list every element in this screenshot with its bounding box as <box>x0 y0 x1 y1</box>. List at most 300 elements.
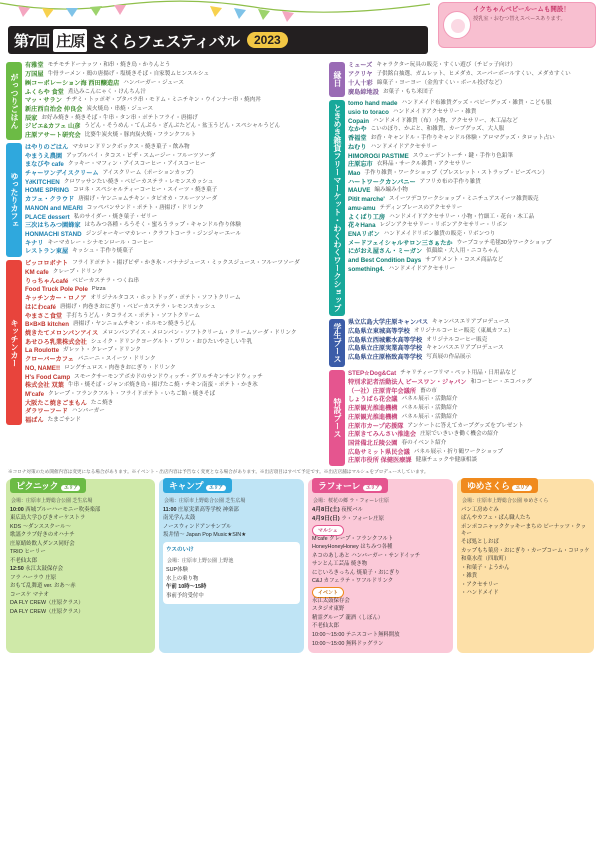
vendor-desc: パネル展示・活動紹介 <box>401 413 458 420</box>
vendor-name: STEP☆Dog&Cat <box>348 370 397 378</box>
program-item <box>461 515 590 522</box>
vendor-name: 株式会社 双葉 <box>25 382 64 390</box>
vendor-desc: スイーツデコワークショップ・ミニチュアスイーツ雑貨販売 <box>388 196 539 203</box>
vendor-row <box>25 187 324 196</box>
vendor-row <box>348 266 593 275</box>
vendor-row <box>348 178 593 187</box>
vendor-name: usio to toraco <box>348 108 389 116</box>
vendor-desc: パニーニ・スイーツ・ドリンク <box>77 356 156 363</box>
vendor-row <box>348 205 593 214</box>
vendor-name: PLACE dessert <box>25 213 70 221</box>
vendor-desc: ガレット・クレープ・ドリンク <box>63 347 141 354</box>
vendor-desc: こいのぼり、かぶと、和雑貨、カーブグッズ、大人服 <box>370 126 505 133</box>
vendor-desc: チャリティーフリマ・ペット用品・日用品など <box>400 370 517 377</box>
program-text: ・ハンドメイド <box>460 590 499 597</box>
vendor-desc: ハンドメイドアクセサリー・小物・竹細工・花台・木工品 <box>389 213 535 220</box>
vendor-name: ピッコロボナト <box>25 260 69 268</box>
vendor-name: よくばり工房 <box>348 213 386 221</box>
vendor-name: KM cafe <box>25 268 49 276</box>
vendor-row <box>348 187 593 196</box>
vendor-row <box>348 387 593 396</box>
program-item <box>312 507 449 515</box>
program-text: フラ ハーラウ 庄原 <box>10 574 57 581</box>
program-text: TRIO ヒーリー <box>10 549 46 556</box>
area-camp-name: キャンプ <box>168 480 203 491</box>
vendor-desc: ウーブコッテ毛毬30分ワークショップ <box>456 239 552 246</box>
area-yumesakura-venue: 会場：庄原市上野総合公園 ゆめさくら <box>461 497 549 504</box>
vendor-row <box>348 370 593 379</box>
vendor-name: はやりのごはん <box>25 143 69 151</box>
vendor-section <box>329 370 593 466</box>
vendor-desc: 煮込みこんにゃく・けんちん汁 <box>67 88 147 95</box>
vendor-desc: キャンパスエリアプロデュース <box>426 345 504 352</box>
program-text: ノースウィンドアンサンブル <box>162 523 232 530</box>
vendor-desc: オリジナルタコス・ホットドッグ・ポテト・ソフトクリーム <box>90 295 241 302</box>
area-laforet <box>308 479 453 653</box>
section-tab: ときめき雑貨フリーマーケット・わくわくワークショップ <box>329 100 345 316</box>
vendor-desc: コッペパンサンド・ポテト・唐揚げ・ドリンク <box>86 204 204 211</box>
section-items <box>345 370 593 466</box>
vendor-row <box>25 132 324 141</box>
vendor-row <box>348 248 593 257</box>
program-text: 夜桜バル <box>341 506 363 513</box>
vendor-name: NO, NAME!! <box>25 364 61 372</box>
vendor-name: 広島サミット県民会議 <box>348 448 410 456</box>
vendor-name: はにわcafé <box>25 303 56 311</box>
vendor-row <box>25 312 324 321</box>
vendor-desc: キッシュ・手作り焼菓子 <box>72 248 134 255</box>
program-time: 11:00 <box>162 506 178 513</box>
vendor-row <box>25 364 324 373</box>
program-text: ラ・フォーレ庄原 <box>341 515 385 522</box>
vendor-row <box>25 178 324 187</box>
vendor-name: やまうえ農園 <box>25 152 63 160</box>
vendor-desc: パネル展示・折り鶴ワークショップ <box>413 448 504 455</box>
vendor-row <box>348 336 593 345</box>
program-text: おもて乱舞道 ver. おあ～赤 <box>10 583 76 590</box>
vendor-desc: アイスクリーム（ポーションカップ） <box>102 170 197 177</box>
vendor-name: しょうばら花会議 <box>348 396 398 404</box>
area-yumesakura <box>457 479 594 653</box>
area-picnic-venue: 会場：庄原市上野総合公園 芝生広場 <box>11 497 93 504</box>
vendor-desc: モチモチドーナッツ・和串・焼き鳥・かりんとう <box>47 62 171 69</box>
vendor-desc: 手打ちうどん・タコライス・ポテト・ソフトクリーム <box>66 312 201 319</box>
program-text: ぱんやカフェ・ぱん職人たち <box>460 515 531 522</box>
program-item <box>461 548 590 555</box>
program-text: 歌謡クラブ好きのオハナチ <box>10 532 75 539</box>
vendor-desc: スモークサーモンアボカドのサンドウィッチ・グリルチキンサンドウィッチ <box>74 373 263 380</box>
vendor-name: and Best Condition Days <box>348 257 422 265</box>
area-yumesakura-header <box>461 478 538 493</box>
section-items <box>345 319 593 367</box>
vendor-row <box>348 396 593 405</box>
vendor-desc: クレープ・ドリンク <box>52 268 103 275</box>
section-tab: 縁日 <box>329 62 345 97</box>
vendor-desc: ロングチュロス・肉巻きおにぎり・ドリンク <box>64 364 176 371</box>
program-text: パン工房めぐみ <box>460 506 499 513</box>
vendor-desc: 牛骨ラーメン・鶏の唐揚げ・塩焼きそば・自家製ムヒンスルシュ <box>47 71 210 78</box>
vendor-row <box>348 405 593 414</box>
vendor-desc: パネル展示・活動紹介 <box>401 405 458 412</box>
area-yumesakura-items <box>461 507 590 598</box>
vendor-row <box>348 213 593 222</box>
vendor-desc: クッキー・マフィン・アイスコーヒー・アイスコーヒー <box>67 161 206 168</box>
vendor-name: Copain <box>348 117 369 125</box>
vendor-desc: 和コーヒー・エコバッグ <box>470 378 532 385</box>
vendor-desc: クレープ・フランクフルト・フライドポテト・いちご飴・焼きそば <box>48 390 216 397</box>
program-text: ポンポコニャッククッキーまちの ビーナッツ・クッキー <box>460 523 587 537</box>
vendor-name: 廣島綜地設 <box>348 88 379 96</box>
program-item <box>10 566 151 573</box>
vendor-desc: お好み焼き・焼きそば・牛串・タン串・ポテトフライ・唐揚げ <box>41 114 198 121</box>
vendor-row <box>25 330 324 339</box>
vendor-row <box>348 196 593 205</box>
vendor-desc: はちみつ各種・ろうそく・蜜ろうラップ・キャンドル作り体験 <box>84 222 241 229</box>
vendor-row <box>348 431 593 440</box>
vendor-row <box>348 354 593 363</box>
vendor-desc: たまごサンド <box>47 417 81 424</box>
vendor-name: キッチンカー・ロノア <box>25 295 87 303</box>
vendor-row <box>25 161 324 170</box>
program-item <box>10 515 151 522</box>
program-text: 和菓水産（四取町） <box>460 556 510 563</box>
program-item: 精霊グループ 瀧酒（しぼん） <box>311 614 384 621</box>
vendor-name: 焼きたてメロンパンアイス <box>25 329 99 337</box>
section-tab: ゆったりカフェ <box>6 143 22 256</box>
vendor-desc: ハンバーガー・ジュース <box>123 79 184 86</box>
vendor-name: 大阪たこ焼きごまもん <box>25 399 87 407</box>
vendor-row <box>348 239 593 248</box>
vendor-desc: 畜の市 <box>420 387 437 394</box>
program-item <box>10 524 151 531</box>
vendor-desc: 私のサイダー・焼き菓子・ゼリー <box>73 213 158 220</box>
vendor-name: B×B×B kitchen <box>25 321 70 329</box>
vendor-desc: ハンドメイドアクセサリー <box>388 265 456 272</box>
section-tab: がっつりごはん <box>6 62 22 140</box>
vendor-name: やまさこ食堂 <box>25 312 63 320</box>
vendor-name: 広島県立東城高等学校 <box>348 327 410 335</box>
program-text: コースケ マナオ <box>10 591 49 598</box>
vendor-row <box>348 161 593 170</box>
area-laforet-venue: 会場：桜花の郷 ラ・フォーレ庄原 <box>312 497 390 504</box>
vendor-row <box>348 126 593 135</box>
area-laforet-marche-items <box>312 536 449 586</box>
vendor-row <box>348 257 593 266</box>
vendor-name: La Roulotte <box>25 347 60 355</box>
vendor-row <box>348 100 593 109</box>
sup-item: SUP体験 <box>165 567 188 574</box>
vendor-desc: スウェーデントーチ・鍵・手作り色鉛筆 <box>412 152 514 159</box>
vendor-row <box>348 143 593 152</box>
vendor-desc: 綿菓子・ヨーヨー（金魚すくい・ボール投げなど） <box>376 79 506 86</box>
vendor-name: MANON and MEARI <box>25 204 83 212</box>
poster-header <box>0 0 600 62</box>
vendor-name: キナリ <box>25 239 44 247</box>
program-item <box>461 539 590 546</box>
vendor-row <box>25 196 324 205</box>
vendor-name: something4. <box>348 265 385 273</box>
vendor-name: ジビエ&カフェ 山彦 <box>25 123 81 131</box>
program-text: DA FLY CREW（庄原クラス） <box>10 600 84 607</box>
program-item <box>10 549 151 556</box>
program-item: 不老仙太郎 <box>311 623 339 630</box>
vendor-row <box>25 347 324 356</box>
vendor-row <box>348 109 593 118</box>
area-laforet-event-items <box>312 598 449 648</box>
program-item <box>163 515 300 522</box>
vendor-name: 庄原観光推進機構 <box>348 413 398 421</box>
vendor-desc: キーマカレー・シナモンロール・コーヒー <box>47 239 154 246</box>
program-item: 永江太鼓保存会 <box>311 597 350 604</box>
program-item <box>10 558 151 565</box>
section-items <box>22 62 324 140</box>
vendor-name: メードフェイシャルサロン三さぁたか <box>348 239 453 247</box>
vendor-name: 福ぱん <box>25 417 44 425</box>
vendor-name: ミューズ <box>348 62 373 70</box>
program-item: C&J カフェラテ・ワフルドリンク <box>311 578 394 585</box>
sup-title: ウスのいけ <box>165 547 194 554</box>
section-items <box>345 62 593 97</box>
baby-room-title: イクちゃんベビールームも開設！ <box>473 6 570 13</box>
vendor-name: Pitit marche' <box>348 196 385 204</box>
vendor-name: あせひろ乳業株式会社 <box>25 338 87 346</box>
vendor-desc: アンケートに答えてカープグッズをプレゼント <box>407 422 524 429</box>
vendor-name: りっちゃんcafé <box>25 277 69 285</box>
program-time: 10:00 <box>10 506 26 513</box>
vendor-name: 広島県立庄原格致高等学校 <box>348 354 423 362</box>
program-text: 庄原蜻蛉飲人ダンス同好会 <box>10 540 75 547</box>
vendor-name: マッ・サラン <box>25 97 62 105</box>
area-camp-label: エリア <box>206 485 226 491</box>
area-camp-header <box>163 478 232 493</box>
vendor-name: 有雅堂 <box>25 62 44 70</box>
sup-note: 事前予約受付中 <box>165 592 204 599</box>
baby-room-sub: 授乳室・おむつ替えスペースあります。 <box>473 16 566 23</box>
vendor-row <box>348 413 593 422</box>
vendor-row <box>348 152 593 161</box>
vendor-name: amu-amu <box>348 204 376 212</box>
vendor-row <box>25 277 324 286</box>
vendor-row <box>25 222 324 231</box>
vendor-desc: パネル展示・活動紹介 <box>401 396 458 403</box>
baby-room-notice <box>438 2 596 48</box>
program-item: 10:00～15:00 無料ドッグラン <box>311 640 384 647</box>
program-text: ・雑貨 <box>460 573 478 580</box>
vendor-name: 香福堂 <box>348 135 367 143</box>
area-laforet-name: ラフォーレ <box>317 480 360 491</box>
vendor-desc: お香・キャンドル・手作りキャンドル体験・アロマグッズ・タロット占い <box>370 135 555 142</box>
vendor-desc: 炭火焼鳥・串焼・ジュース <box>86 105 154 112</box>
area-picnic-label: エリア <box>61 485 81 491</box>
vendor-row <box>25 143 324 152</box>
program-item <box>10 541 151 548</box>
vendor-name: Food Truck Pole Pole <box>25 286 88 294</box>
vendor-name: チャーワンデイスクリーム <box>25 170 99 178</box>
vendor-desc: フライドポテト・揚げピザ・かき氷・バナナジュース・ミックスジュース・フルーツソーダ <box>72 260 300 267</box>
area-picnic-header <box>10 478 86 493</box>
program-text: 坂井情～ Japan Pop Music★SIN★ <box>162 532 247 539</box>
vendor-name: 花々Hana <box>348 222 376 230</box>
program-text: KDS ～ダンススクール～ <box>10 523 71 530</box>
vendor-name: Y∂KITCHEN <box>25 178 60 186</box>
vendor-row <box>25 71 324 80</box>
vendor-desc: 庄原でいきいき働く機会の紹介 <box>420 431 499 438</box>
bunting-decoration <box>0 0 430 26</box>
vendor-name: 県立広島大学庄原キャンパス <box>348 319 429 327</box>
program-text: 東広島大学ひびきオーケストラ <box>10 515 86 522</box>
title-boxed-city: 庄原 <box>53 29 87 52</box>
area-camp-items <box>163 507 300 540</box>
vendor-row <box>348 170 593 179</box>
vendor-desc: マカロンドリンクボックス・焼き菓子・飲み物 <box>72 143 190 150</box>
vendor-section <box>6 62 324 140</box>
area-picnic <box>6 479 155 653</box>
program-text: 南光学ん太鼓 <box>162 515 196 522</box>
vendor-name: 特別求記者活動法人 ピースワン・ジャパン <box>348 378 467 386</box>
vendor-desc: 手作り雑貨・ワークショップ（プレスレット・ストラップ・ビーズペン） <box>364 170 548 177</box>
vendor-row <box>25 295 324 304</box>
vendor-row <box>25 79 324 88</box>
program-item: ネコのあしあと ハンバーガー・サンドイッチ <box>311 552 421 559</box>
area-camp-venue: 会場：庄原市上野総合公園 芝生広場 <box>163 497 246 504</box>
vendor-row <box>25 356 324 365</box>
program-item <box>163 524 300 531</box>
baby-icon <box>443 11 471 39</box>
area-laforet-header <box>312 478 388 493</box>
footnote: ※コロナ対策のため開催内容は変更になる場合があります。※イベント・出店内容は予告なく変更となる場合があります。※出店項目はすべて予定です。※出店店舗はマルシェをプロデュースしています。 <box>8 468 429 474</box>
laforet-event-tag: イベント <box>312 587 344 598</box>
vendor-name: MAUVE <box>348 187 371 195</box>
vendor-desc: レジンアクセサリー・リボンアクセサリー・リボン <box>379 222 508 229</box>
vendor-name: にがおえ屋さん・ミーガン <box>348 248 423 256</box>
vendor-name: ENAリボン <box>348 231 380 239</box>
vendor-desc: 衣料品・サークル雑貨・アクセサリー <box>376 161 472 168</box>
vendor-name: なかや <box>348 126 367 134</box>
vendor-name: Mao <box>348 170 361 178</box>
program-item <box>10 583 151 590</box>
vendor-desc: オリジナルコーヒー販売（東風カフェ） <box>413 327 514 334</box>
vendor-row <box>25 391 324 400</box>
vendor-name: カフェ・クラウド <box>25 196 75 204</box>
program-item <box>461 582 590 589</box>
title-year: 2023 <box>247 32 288 48</box>
vendor-desc: 比婆牛炭火焼・豚肉炭火焼・フランクフルト <box>84 132 197 139</box>
vendor-row <box>25 260 324 269</box>
area-camp <box>159 479 304 653</box>
vendor-row <box>25 205 324 214</box>
vendor-desc: 牛串・焼そば・ジャンボ焼き鳥・揚げたこ焼・チキン南蛮・ポテト・かき氷 <box>67 382 258 389</box>
vendor-desc: 春のイベント紹介 <box>401 440 447 447</box>
vendor-desc: 子供銘白抽選、ガムレット、ヒメダカ、スーパーボールすくい、メダカすくい <box>376 71 571 78</box>
vendor-desc: クロワッサンたい焼き・ベビーカステラ・レモンスカッシュ <box>63 178 214 185</box>
vendor-row <box>25 417 324 426</box>
vendor-row <box>25 213 324 222</box>
vendor-desc: 似顔絵・大人用・ニコちゃん <box>426 248 499 255</box>
vendor-row <box>348 88 593 97</box>
vendor-name: ㈱コーポレーション海 西田醸造店 <box>25 79 120 87</box>
vendor-desc: ハンバーガー <box>71 408 105 415</box>
festival-title <box>8 26 428 54</box>
section-items <box>22 260 324 426</box>
program-text: 永江太鼓保存会 <box>25 566 64 573</box>
vendor-desc: 写真展の作品展示 <box>426 354 472 361</box>
vendor-desc: ハンドメイドリボン雑貨の販売・リボンつり <box>383 231 496 238</box>
vendor-row <box>25 97 324 106</box>
vendor-desc: 編み編み小物 <box>374 187 408 194</box>
vendor-row <box>348 440 593 449</box>
program-text: 西城ブルーハーモニー吹奏楽部 <box>25 506 101 513</box>
program-text: DA FLY CREW（庄原クラス） <box>10 608 84 615</box>
sup-venue: 会場：庄原市上野公園 上野池 <box>166 558 234 565</box>
area-yumesakura-label: エリア <box>512 485 532 491</box>
program-item: サンとん工芸品 焼き物 <box>311 561 368 568</box>
vendor-row <box>348 71 593 80</box>
vendor-name: HIMOROGI PASTIME <box>348 152 409 160</box>
vendor-name: ハートワークカンパニー <box>348 178 416 186</box>
vendor-desc: ジンジャーキーマカレー・クラフトコーラ・ジンジャーエール <box>85 231 242 238</box>
vendor-row <box>348 448 593 457</box>
vendor-row <box>25 239 324 248</box>
vendor-row <box>25 303 324 312</box>
program-item: HoneyHoneyHoney はちみつ各種 <box>311 544 393 551</box>
vendor-row <box>348 457 593 466</box>
vendor-section <box>6 143 324 256</box>
program-text: 庄原実業高等学校 神楽部 <box>177 506 239 513</box>
vendor-desc: たこ焼き <box>90 399 114 406</box>
program-item <box>10 575 151 582</box>
vendor-desc: アップルパイ・タコス・ピザ・スムージー・フルーツソーダ <box>66 152 216 159</box>
program-item <box>163 532 300 539</box>
program-item <box>10 532 151 539</box>
program-item: 10:00～15:00 テニスコート無料開放 <box>311 632 400 638</box>
vendor-row <box>25 269 324 278</box>
vendor-desc: 唐揚げ・ヤンニョムチキン・ホルモン焼きうどん <box>73 321 196 328</box>
vendor-name: ふくらや 食堂 <box>25 88 64 96</box>
vendor-section <box>329 319 593 367</box>
area-picnic-name: ピクニック <box>16 480 58 491</box>
vendor-row <box>25 321 324 330</box>
vendor-desc: ハンドメイド布雑貨グッズ・ベビーグッズ・雑貨・こども服 <box>401 100 552 107</box>
vendor-desc: メロンパンアイス・メロンパン・ソフトクリーム・クリームソーダ・ドリンク <box>102 329 297 336</box>
vendor-name: 広島県立庄原実業高等学校 <box>348 345 423 353</box>
program-text: ・アクセサリー <box>460 581 499 588</box>
vendor-desc: オリジナルコーヒー販売 <box>426 336 488 343</box>
vendor-row <box>25 408 324 417</box>
area-laforet-label: エリア <box>363 485 383 491</box>
vendor-name: 庄原アサート研究会 <box>25 132 81 140</box>
laforet-marche-tag: マルシェ <box>312 525 344 536</box>
program-item <box>461 565 590 572</box>
section-items <box>345 100 593 316</box>
vendor-row <box>348 135 593 144</box>
title-main: さくらフェスティバル <box>91 33 239 51</box>
area-laforet-dates <box>312 507 449 524</box>
vendor-desc: Pizza <box>91 286 106 293</box>
area-programs <box>0 477 600 659</box>
vendor-row <box>25 382 324 391</box>
vendor-row <box>348 379 593 388</box>
program-date: 4月8日(土) <box>311 506 342 513</box>
program-item <box>163 507 300 514</box>
program-item: M'cafe クレープ・フランクフルト <box>311 535 394 542</box>
vendor-name: 庄原観光推進機構 <box>348 405 398 413</box>
vendor-row <box>25 123 324 132</box>
vendor-name: 万国屋 <box>25 71 44 79</box>
vendor-row <box>348 422 593 431</box>
vendor-name: 庄原忘市 <box>348 161 373 169</box>
vendor-desc: ハンドメイド雑貨（布）小物、アクセサリー、木工品など <box>372 117 518 124</box>
vendor-row <box>25 114 324 123</box>
